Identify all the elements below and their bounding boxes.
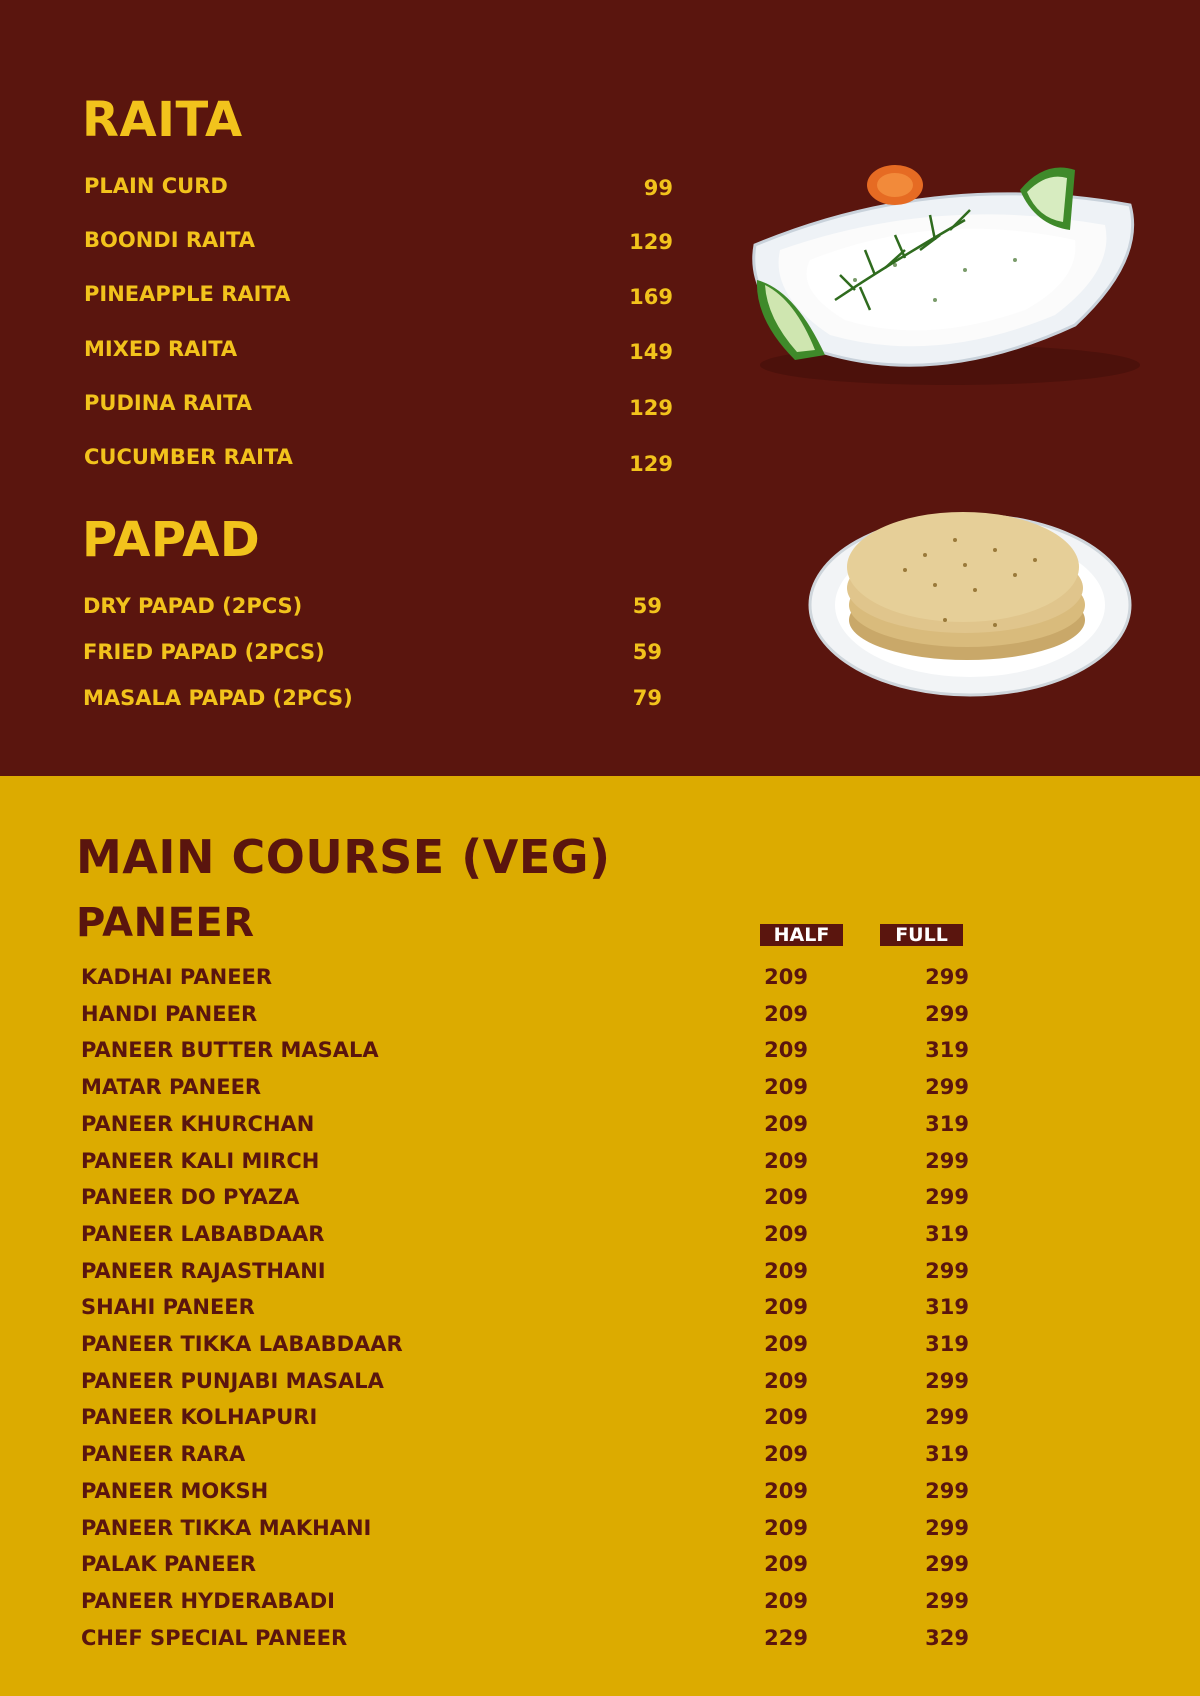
full-price: 299 xyxy=(925,1552,969,1577)
item-name: PANEER KALI MIRCH xyxy=(81,1148,320,1173)
item-price: 79 xyxy=(632,686,662,710)
half-price: 209 xyxy=(764,1148,808,1173)
item-name: KADHAI PANEER xyxy=(81,965,273,989)
item-name: PANEER KHURCHAN xyxy=(81,1111,315,1136)
item-name: MIXED RAITA xyxy=(84,337,238,361)
item-name: PALAK PANEER xyxy=(81,1552,257,1577)
item-name: PANEER HYDERABADI xyxy=(81,1588,335,1613)
top-section xyxy=(0,0,1200,776)
half-price: 209 xyxy=(764,1185,808,1210)
item-name: PINEAPPLE RAITA xyxy=(84,282,291,306)
menu-item-row xyxy=(0,1295,1200,1325)
raita-title: RAITA xyxy=(82,92,243,148)
item-name: FRIED PAPAD (2PCS) xyxy=(83,640,325,664)
item-name: DRY PAPAD (2PCS) xyxy=(83,594,303,618)
half-price: 209 xyxy=(764,1478,808,1503)
item-price: 129 xyxy=(629,396,673,420)
half-price: 209 xyxy=(764,1111,808,1136)
menu-item-row xyxy=(0,1369,1200,1399)
papad-plate-image xyxy=(805,495,1135,710)
menu-item-row xyxy=(0,965,1200,995)
item-name: PANEER LABABDAAR xyxy=(81,1221,325,1246)
menu-item-row xyxy=(0,1332,1200,1362)
half-price: 209 xyxy=(764,965,808,989)
papad-title: PAPAD xyxy=(82,512,261,568)
item-price: 169 xyxy=(629,285,673,309)
half-price: 209 xyxy=(764,1295,808,1320)
full-price: 299 xyxy=(925,1588,969,1613)
item-price: 99 xyxy=(643,176,673,200)
full-price: 299 xyxy=(925,1405,969,1430)
full-price: 299 xyxy=(925,1258,969,1283)
full-price: 299 xyxy=(925,1148,969,1173)
paneer-title: PANEER xyxy=(76,900,255,946)
full-price: 319 xyxy=(925,1111,969,1136)
full-price: 299 xyxy=(925,1075,969,1100)
half-price: 209 xyxy=(764,1258,808,1283)
item-price: 149 xyxy=(629,340,673,364)
item-name: PANEER RARA xyxy=(81,1442,246,1467)
menu-item-row xyxy=(0,1185,1200,1215)
menu-item-row xyxy=(0,1075,1200,1105)
item-name: HANDI PANEER xyxy=(81,1001,258,1026)
half-price: 209 xyxy=(764,1515,808,1540)
half-price: 209 xyxy=(764,1075,808,1100)
menu-item-row xyxy=(0,1405,1200,1435)
item-price: 129 xyxy=(629,452,673,476)
half-price: 209 xyxy=(764,1405,808,1430)
menu-item-row xyxy=(0,1149,1200,1179)
item-name: PANEER TIKKA MAKHANI xyxy=(81,1515,372,1540)
full-price: 299 xyxy=(925,965,969,989)
item-name: PLAIN CURD xyxy=(84,174,228,198)
menu-item-row xyxy=(0,1626,1200,1656)
full-price: 299 xyxy=(925,1185,969,1210)
item-price: 129 xyxy=(629,230,673,254)
item-name: CUCUMBER RAITA xyxy=(84,445,293,469)
full-price: 299 xyxy=(925,1001,969,1026)
item-name: PANEER BUTTER MASALA xyxy=(81,1038,379,1063)
full-price: 299 xyxy=(925,1515,969,1540)
item-name: PANEER TIKKA LABABDAAR xyxy=(81,1332,403,1356)
half-price: 209 xyxy=(764,1001,808,1026)
full-price: 319 xyxy=(925,1332,969,1356)
menu-item-row xyxy=(0,1002,1200,1032)
item-name: PANEER DO PYAZA xyxy=(81,1185,300,1210)
half-price: 209 xyxy=(764,1038,808,1063)
main-course-title: MAIN COURSE (VEG) xyxy=(76,830,611,884)
menu-item-row xyxy=(0,1479,1200,1509)
half-price: 229 xyxy=(764,1625,808,1650)
menu-item-row xyxy=(0,445,1200,475)
full-price: 319 xyxy=(925,1221,969,1246)
half-price: 209 xyxy=(764,1552,808,1577)
menu-item-row xyxy=(0,1442,1200,1472)
item-name: MATAR PANEER xyxy=(81,1075,262,1100)
item-price: 59 xyxy=(632,640,662,664)
full-price: 299 xyxy=(925,1368,969,1393)
menu-item-row xyxy=(0,1552,1200,1582)
full-price: 319 xyxy=(925,1295,969,1320)
raita-bowl-image xyxy=(735,150,1165,400)
menu-item-row xyxy=(0,1222,1200,1252)
menu-item-row xyxy=(0,1589,1200,1619)
full-price: 299 xyxy=(925,1478,969,1503)
item-name: CHEF SPECIAL PANEER xyxy=(81,1625,348,1650)
menu-item-row xyxy=(0,1516,1200,1546)
menu-item-row xyxy=(0,1259,1200,1289)
item-name: PANEER MOKSH xyxy=(81,1478,269,1503)
item-name: PANEER PUNJABI MASALA xyxy=(81,1368,384,1393)
full-price: 319 xyxy=(925,1038,969,1063)
full-price: 319 xyxy=(925,1442,969,1467)
item-name: BOONDI RAITA xyxy=(84,228,256,252)
half-price: 209 xyxy=(764,1332,808,1356)
item-name: PUDINA RAITA xyxy=(84,391,253,415)
half-price: 209 xyxy=(764,1588,808,1613)
half-price: 209 xyxy=(764,1442,808,1467)
item-name: PANEER RAJASTHANI xyxy=(81,1258,326,1283)
item-name: SHAHI PANEER xyxy=(81,1295,255,1320)
menu-item-row xyxy=(0,1112,1200,1142)
full-column-header: FULL xyxy=(880,924,963,946)
half-column-header: HALF xyxy=(760,924,843,946)
half-price: 209 xyxy=(764,1368,808,1393)
item-price: 59 xyxy=(632,594,662,618)
full-price: 329 xyxy=(925,1625,969,1650)
item-name: MASALA PAPAD (2PCS) xyxy=(83,686,353,710)
half-price: 209 xyxy=(764,1221,808,1246)
item-name: PANEER KOLHAPURI xyxy=(81,1405,318,1430)
menu-item-row xyxy=(0,1038,1200,1068)
